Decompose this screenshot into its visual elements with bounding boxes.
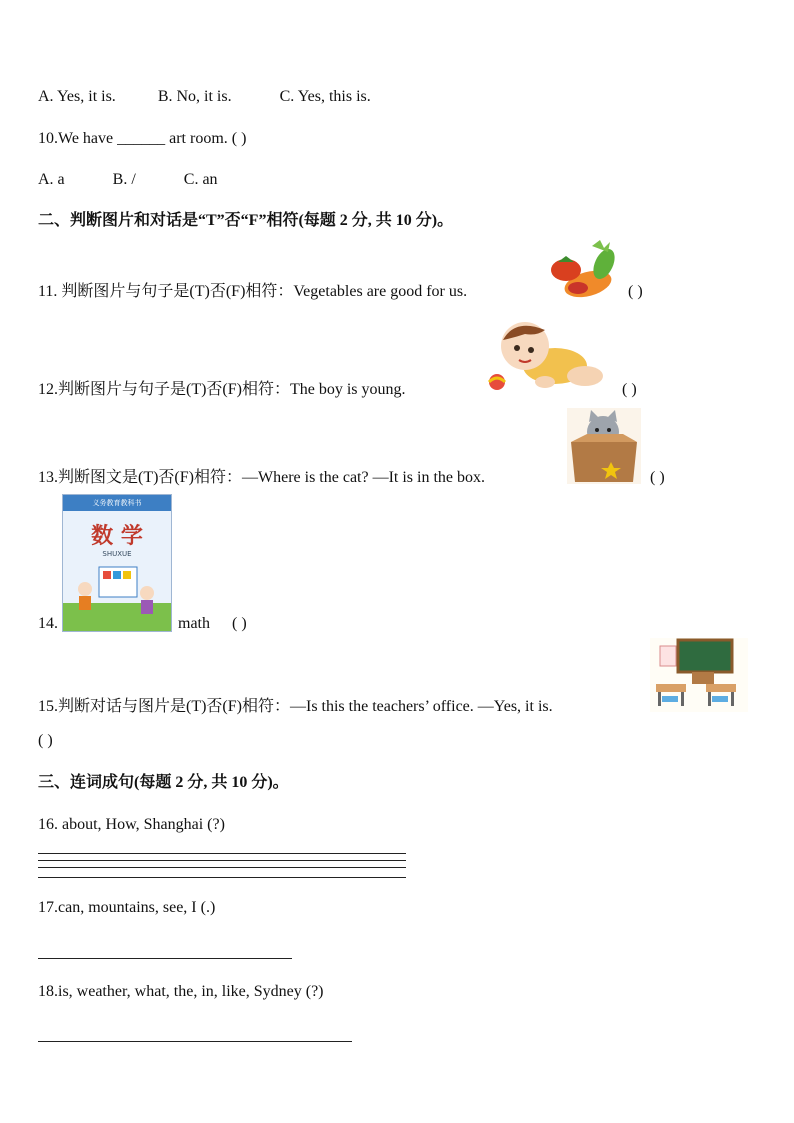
book-title: 数 学 xyxy=(91,523,143,549)
q9-option-c[interactable]: C. Yes, this is. xyxy=(279,88,371,105)
q10-options xyxy=(38,170,218,190)
q15-answer-paren[interactable]: ( ) xyxy=(38,732,53,749)
section-2-title: 二、判断图片和对话是“T”否“F”相符(每题 2 分, 共 10 分)。 xyxy=(38,212,454,229)
q17-answer-line[interactable] xyxy=(38,958,292,959)
q10-option-c[interactable]: C. an xyxy=(183,171,218,188)
book-header: 义务教育教科书 xyxy=(63,495,171,511)
q9-options xyxy=(38,87,371,107)
q14-word: math xyxy=(178,615,210,632)
q14-answer-paren[interactable]: ( ) xyxy=(232,615,247,632)
q12-answer-paren[interactable]: ( ) xyxy=(622,381,637,398)
q10-question: 10.We have ______ art room. ( ) xyxy=(38,130,247,147)
q10-option-b[interactable]: B. / xyxy=(112,171,136,188)
q11-answer-paren[interactable]: ( ) xyxy=(628,283,643,300)
q13-answer-paren[interactable]: ( ) xyxy=(650,469,665,486)
q18-answer-line[interactable] xyxy=(38,1041,352,1042)
q13-question: 13.判断图文是(T)否(F)相符：—Where is the cat? —It is in the box. xyxy=(38,469,486,486)
book-cover-illustration xyxy=(63,553,171,632)
q16-answer-line-1[interactable] xyxy=(38,853,406,854)
q15-question: 15.判断对话与图片是(T)否(F)相符：—Is this the teachers’ office. —Yes, it is. xyxy=(38,698,553,715)
q16-answer-line-3[interactable] xyxy=(38,867,406,868)
q17-words: 17.can, mountains, see, I (.) xyxy=(38,899,216,916)
baby-boy-image xyxy=(485,318,605,396)
q12-question: 12.判断图片与句子是(T)否(F)相符：The boy is young. xyxy=(38,381,406,398)
q18-words: 18.is, weather, what, the, in, like, Sydney (?) xyxy=(38,983,324,1000)
q11-question: 11. 判断图片与句子是(T)否(F)相符：Vegetables are good for us. xyxy=(38,283,468,300)
q10-option-a[interactable]: A. a xyxy=(38,171,65,188)
math-book-image xyxy=(62,494,172,632)
section-3-title: 三、连词成句(每题 2 分, 共 10 分)。 xyxy=(38,774,289,791)
q16-answer-line-4[interactable] xyxy=(38,877,406,878)
q16-answer-line-2[interactable] xyxy=(38,860,406,861)
vegetables-image xyxy=(548,238,620,300)
q16-words: 16. about, How, Shanghai (?) xyxy=(38,816,225,833)
q9-option-a[interactable]: A. Yes, it is. xyxy=(38,88,116,105)
classroom-image xyxy=(650,638,748,712)
q9-option-b[interactable]: B. No, it is. xyxy=(157,88,232,105)
cat-in-box-image xyxy=(567,408,641,484)
book-subtitle: SHUXUE xyxy=(102,550,132,558)
q14-number: 14. xyxy=(38,615,58,632)
